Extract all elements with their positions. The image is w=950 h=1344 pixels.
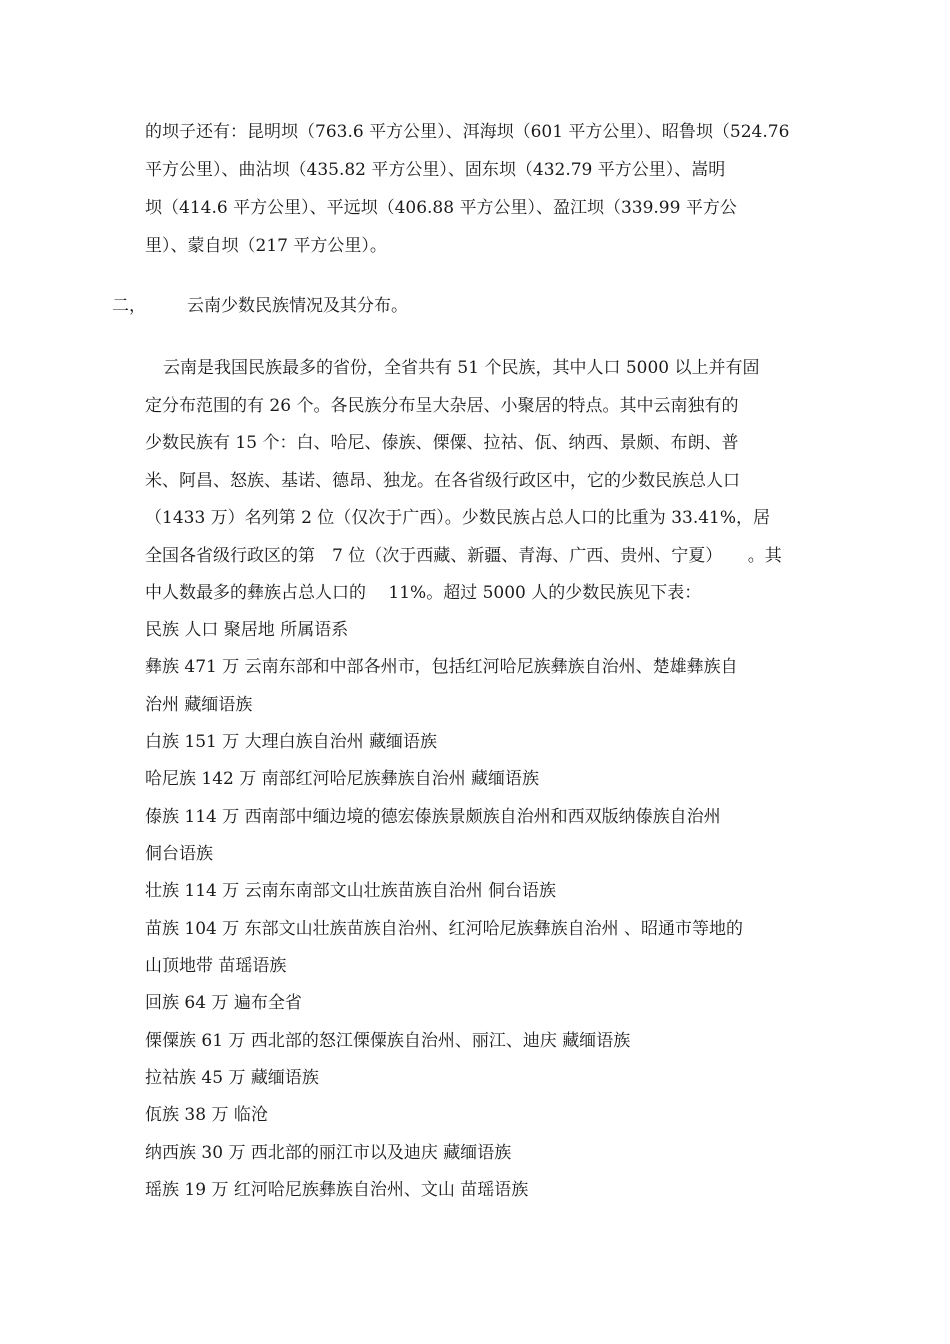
table-row: 治州 藏缅语族	[145, 695, 253, 715]
table-row: 瑶族 19 万 红河哈尼族彝族自治州、文山 苗瑶语族	[145, 1180, 529, 1200]
table-row: 佤族 38 万 临沧	[145, 1105, 268, 1125]
table-row: 拉祜族 45 万 藏缅语族	[145, 1068, 319, 1088]
paragraph-line: 云南是我国民族最多的省份，全省共有 51 个民族，其中人口 5000 以上并有固	[163, 358, 760, 378]
paragraph-line: 中人数最多的彝族占总人口的 11%。超过 5000 人的少数民族见下表：	[145, 583, 702, 603]
table-row: 彝族 471 万 云南东部和中部各州市，包括红河哈尼族彝族自治州、楚雄彝族自	[145, 657, 738, 677]
section-number: 二，	[112, 296, 146, 316]
table-row: 哈尼族 142 万 南部红河哈尼族彝族自治州 藏缅语族	[145, 769, 540, 789]
paragraph-line: 的坝子还有：昆明坝（763.6 平方公里）、洱海坝（601 平方公里）、昭鲁坝（524.76	[145, 122, 790, 142]
paragraph-line: 定分布范围的有 26 个。各民族分布呈大杂居、小聚居的特点。其中云南独有的	[145, 396, 739, 416]
table-row: 山顶地带 苗瑶语族	[145, 956, 287, 976]
section-title: 云南少数民族情况及其分布。	[187, 296, 408, 316]
table-row: 苗族 104 万 东部文山壮族苗族自治州、红河哈尼族彝族自治州 、昭通市等地的	[145, 919, 744, 939]
table-header: 民族 人口 聚居地 所属语系	[145, 620, 349, 640]
paragraph-line: （1433 万）名列第 2 位（仅次于广西）。少数民族占总人口的比重为 33.41%，居	[145, 508, 771, 528]
table-row: 白族 151 万 大理白族自治州 藏缅语族	[145, 732, 438, 752]
paragraph-line: 全国各省级行政区的第 7 位（次于西藏、新疆、青海、广西、贵州、宁夏） 。其	[145, 546, 782, 566]
paragraph-line: 少数民族有 15 个：白、哈尼、傣族、傈僳、拉祜、佤、纳西、景颇、布朗、普	[145, 433, 739, 453]
paragraph-line: 米、阿昌、怒族、基诺、德昂、独龙。在各省级行政区中，它的少数民族总人口	[145, 471, 740, 491]
table-row: 傣族 114 万 西南部中缅边境的德宏傣族景颇族自治州和西双版纳傣族自治州	[145, 807, 721, 827]
paragraph-line: 平方公里）、曲沾坝（435.82 平方公里）、固东坝（432.79 平方公里）、嵩明	[145, 160, 726, 180]
table-row: 侗台语族	[145, 844, 213, 864]
table-row: 壮族 114 万 云南东南部文山壮族苗族自治州 侗台语族	[145, 881, 557, 901]
paragraph-line: 坝（414.6 平方公里）、平远坝（406.88 平方公里）、盈江坝（339.99 平方公	[145, 198, 737, 218]
table-row: 回族 64 万 遍布全省	[145, 993, 302, 1013]
table-row: 纳西族 30 万 西北部的丽江市以及迪庆 藏缅语族	[145, 1143, 512, 1163]
table-row: 傈僳族 61 万 西北部的怒江傈僳族自治州、丽江、迪庆 藏缅语族	[145, 1031, 631, 1051]
paragraph-line: 里）、蒙自坝（217 平方公里）。	[145, 236, 387, 256]
